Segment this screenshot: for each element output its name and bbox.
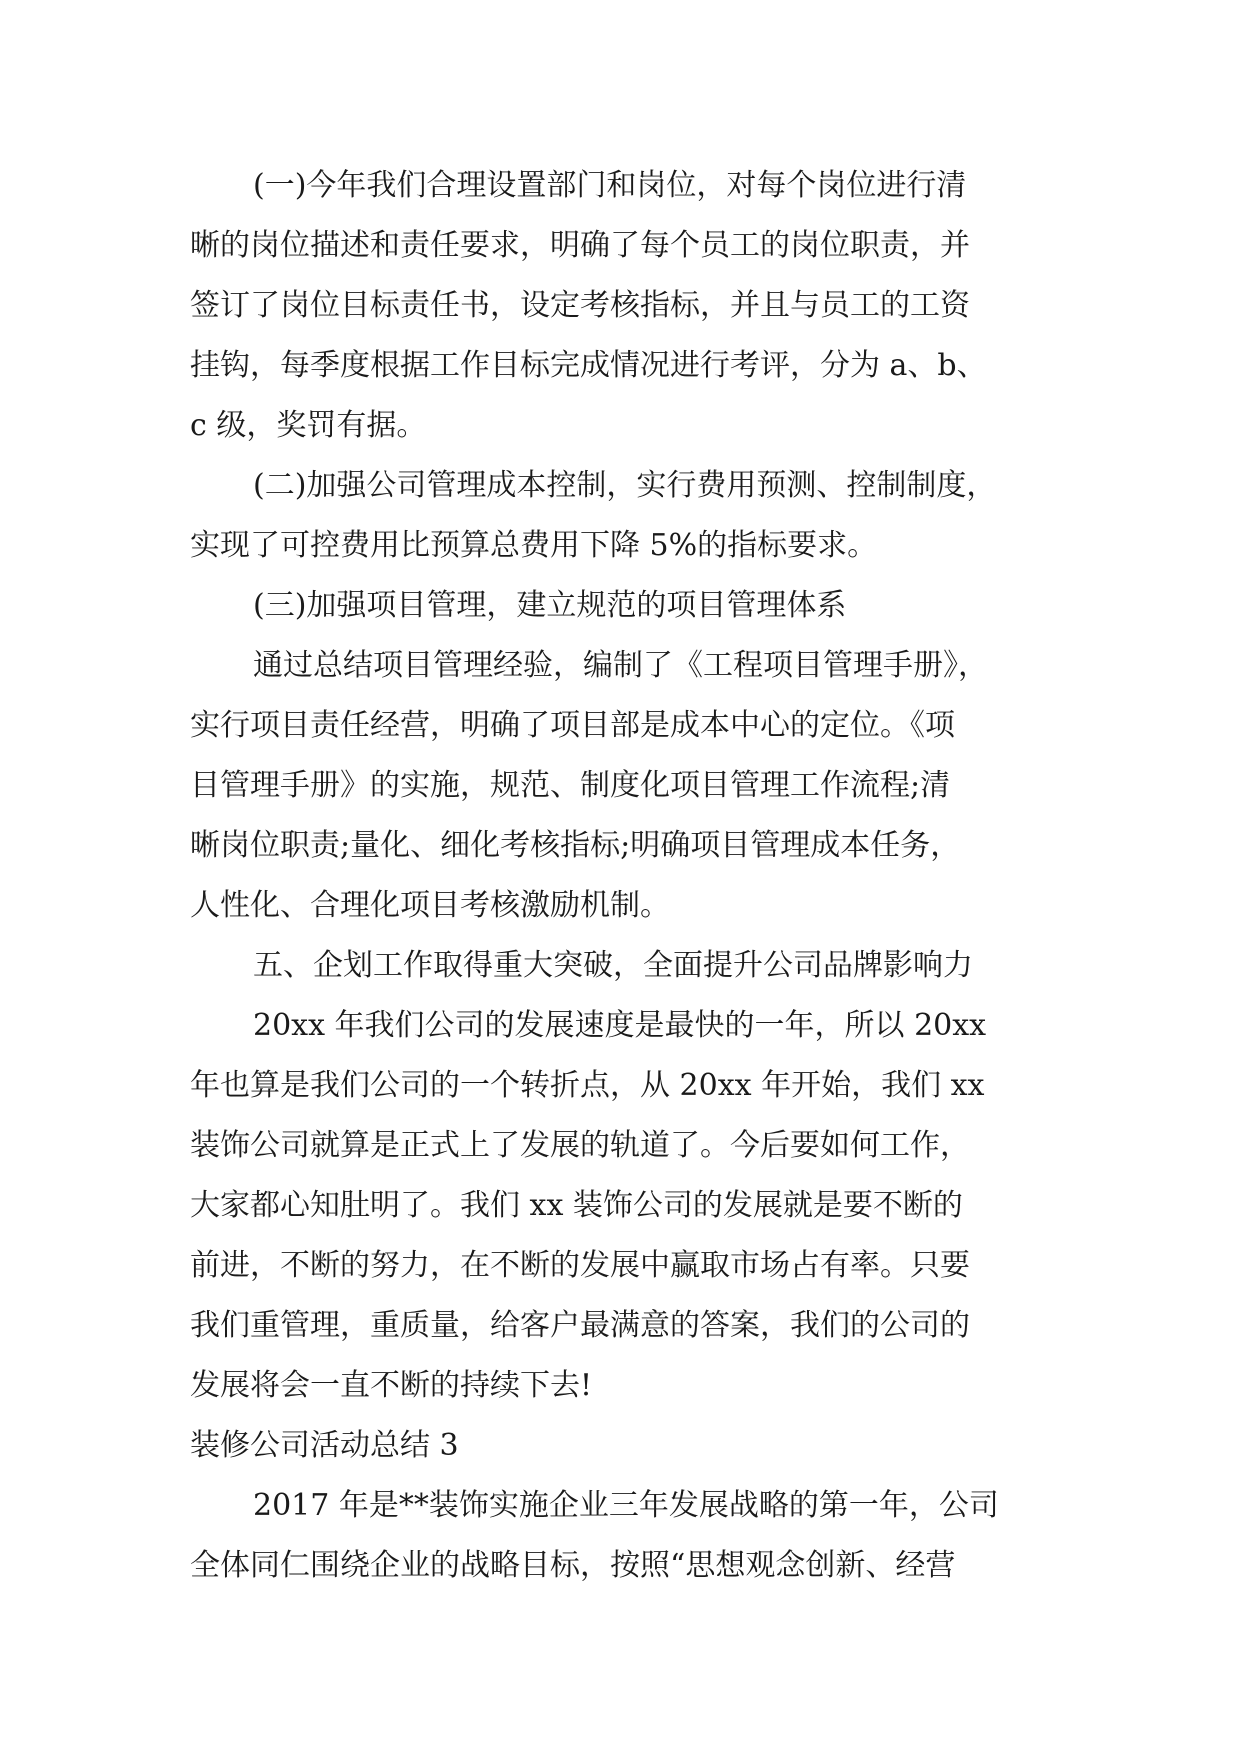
text-line: 晰的岗位描述和责任要求，明确了每个员工的岗位职责，并 [190,228,970,263]
text-line: 年也算是我们公司的一个转折点，从 20xx 年开始，我们 xx [190,1068,985,1103]
text-line: 实现了可控费用比预算总费用下降 5%的指标要求。 [190,528,878,563]
text-line: 装饰公司就算是正式上了发展的轨道了。今后要如何工作， [190,1128,970,1163]
text-line: (一)今年我们合理设置部门和岗位，对每个岗位进行清 [253,168,967,203]
text-line: 实行项目责任经营，明确了项目部是成本中心的定位。《项 [190,708,955,743]
text-line: 我们重管理，重质量，给客户最满意的答案，我们的公司的 [190,1308,970,1343]
text-line: 签订了岗位目标责任书，设定考核指标，并且与员工的工资 [190,288,970,323]
text-line: 发展将会一直不断的持续下去! [190,1368,593,1403]
text-line: 目管理手册》的实施，规范、制度化项目管理工作流程;清 [190,768,951,803]
text-line: 人性化、合理化项目考核激励机制。 [190,888,670,923]
section-title: 装修公司活动总结 3 [190,1428,459,1463]
text-line: (二)加强公司管理成本控制，实行费用预测、控制制度， [253,468,997,503]
text-line: 前进，不断的努力，在不断的发展中赢取市场占有率。只要 [190,1248,970,1283]
section-heading: 五、企划工作取得重大突破，全面提升公司品牌影响力 [253,948,973,983]
text-line: c 级，奖罚有据。 [190,408,427,443]
text-line: 2017 年是**装饰实施企业三年发展战略的第一年，公司 [253,1488,999,1523]
text-line: 挂钩，每季度根据工作目标完成情况进行考评，分为 a、b、 [190,348,987,383]
text-line: 大家都心知肚明了。我们 xx 装饰公司的发展就是要不断的 [190,1188,963,1223]
text-line: 全体同仁围绕企业的战略目标，按照“思想观念创新、经营 [190,1548,956,1583]
text-line: (三)加强项目管理，建立规范的项目管理体系 [253,588,847,623]
text-line: 通过总结项目管理经验，编制了《工程项目管理手册》， [253,648,988,683]
text-line: 20xx 年我们公司的发展速度是最快的一年，所以 20xx [253,1008,987,1043]
text-line: 晰岗位职责;量化、细化考核指标;明确项目管理成本任务， [190,828,961,863]
